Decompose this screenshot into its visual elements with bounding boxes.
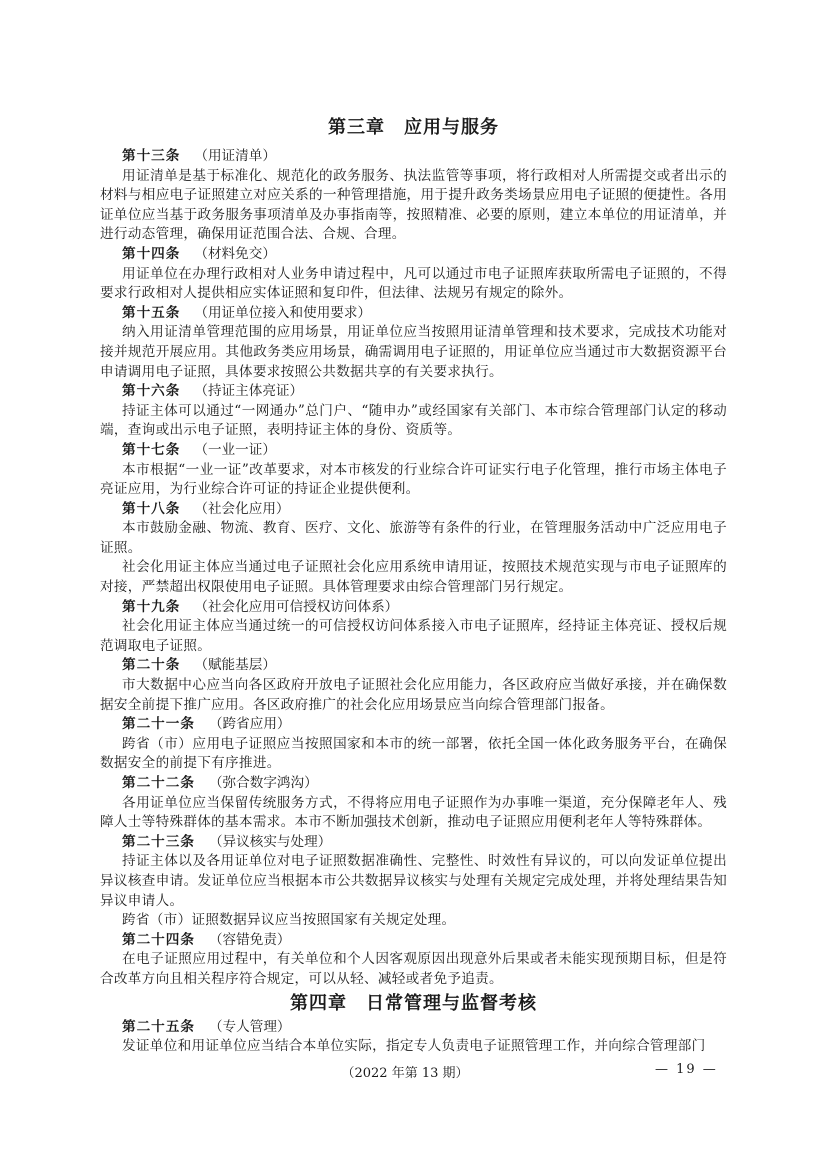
article (100, 147, 727, 245)
article-heading (100, 147, 727, 167)
article-number: 第二十五条 (122, 1018, 195, 1035)
document-body (100, 114, 727, 1057)
article (100, 931, 727, 990)
article-number: 第十五条 (122, 304, 181, 321)
article-paragraph: 跨省（市）证照数据异议应当按照国家有关规定处理。 (122, 912, 456, 929)
article-title: （跨省应用） (208, 716, 291, 733)
article (100, 382, 727, 441)
article-paragraph: 市大数据中心应当向各区政府开放电子证照社会化应用能力，各区政府应当做好承接，并在确保数据安全前提下推广应用。各区政府推广的社会化应用场景应当向综合管理部门报备。 (100, 677, 727, 713)
article-paragraph: 社会化用证主体应当通过电子证照社会化应用系统申请用证，按照技术规范实现与市电子证照库的对接，严禁超出权限使用电子证照。具体管理要求由综合管理部门另行规定。 (100, 559, 727, 596)
article-heading (100, 500, 727, 520)
article-paragraph: 本市鼓励金融、物流、教育、医疗、文化、旅游等有条件的行业，在管理服务活动中广泛应用电子证照。 (100, 520, 727, 556)
footer-issue: （2022 年第 13 期） (341, 1066, 469, 1081)
article-paragraph: 发证单位和用证单位应当结合本单位实际，指定专人负责电子证照管理工作，并向综合管理部门 (122, 1038, 706, 1055)
article (100, 715, 727, 774)
article (100, 774, 727, 833)
article (100, 598, 727, 657)
article-paragraph: 纳入用证清单管理范围的应用场景，用证单位应当按照用证清单管理和技术要求，完成技术功能对接并规范开展应用。其他政务类应用场景，确需调用电子证照的，用证单位应当通过市大数据资源平台申请调用电子证照，具体要求按照公共数据共享的有关要求执行。 (100, 324, 727, 380)
article-number: 第二十三条 (122, 833, 195, 850)
article-number: 第二十一条 (122, 716, 195, 733)
article-paragraph: 社会化用证主体应当通过统一的可信授权访问体系接入市电子证照库，经持证主体亮证、授权后规范调取电子证照。 (100, 618, 727, 654)
article-number: 第十九条 (122, 598, 181, 615)
article (100, 1018, 727, 1057)
article-title: （社会化应用可信授权访问体系） (194, 598, 399, 615)
article-paragraph: 在电子证照应用过程中，有关单位和个人因客观原因出现意外后果或者未能实现预期目标，但是符合改革方向且相关程序符合规定，可以从轻、减轻或者免予追责。 (100, 951, 727, 987)
article-heading (100, 304, 727, 324)
article-paragraph: 持证主体可以通过“一网通办”总门户、“随申办”或经国家有关部门、本市综合管理部门认定的移动端，查询或出示电子证照，表明持证主体的身份、资质等。 (100, 402, 727, 439)
article-heading (100, 598, 727, 618)
chapter-title: 第三章 应用与服务 (328, 117, 499, 138)
article-heading (100, 774, 727, 794)
article-heading (100, 245, 727, 265)
article (100, 245, 727, 304)
article (100, 441, 727, 500)
article-heading (100, 931, 727, 951)
article-number: 第十八条 (122, 500, 181, 517)
article-paragraph: 用证单位在办理行政相对人业务申请过程中，凡可以通过市电子证照库获取所需电子证照的，不得要求行政相对人提供相应实体证照和复印件，但法律、法规另有规定的除外。 (100, 265, 727, 302)
chapter-section (100, 114, 727, 990)
article-title: （用证清单） (194, 148, 276, 164)
article-heading (100, 833, 727, 853)
page-number: — 19 — (655, 1062, 718, 1077)
article-paragraph: 本市根据“一业一证”改革要求，对本市核发的行业综合许可证实行电子化管理，推行市场主体电子亮证应用，为行业综合许可证的持证企业提供便利。 (100, 461, 727, 498)
article-number: 第十七条 (122, 441, 181, 458)
article-heading (100, 382, 727, 402)
article-title: （赋能基层） (194, 657, 276, 674)
article-paragraph: 持证主体以及各用证单位对电子证照数据准确性、完整性、时效性有异议的，可以向发证单位提出异议核查申请。发证单位应当根据本市公共数据异议核实与处理有关规定完成处理，并将处理结果告知异议申请人。 (100, 853, 727, 909)
article (100, 656, 727, 715)
article (100, 500, 727, 598)
article-title: （材料免交） (194, 245, 276, 262)
article-title: （专人管理） (208, 1018, 291, 1035)
article-title: （一业一证） (194, 441, 276, 458)
article-number: 第二十四条 (122, 931, 195, 948)
article-number: 第十三条 (122, 148, 181, 164)
article (100, 833, 727, 931)
article-title: （社会化应用） (194, 500, 290, 517)
article-heading (100, 441, 727, 461)
article-heading (100, 656, 727, 676)
article (100, 304, 727, 382)
article-title: （异议核实与处理） (208, 833, 332, 850)
article-title: （用证单位接入和使用要求） (194, 304, 372, 321)
article-number: 第十四条 (122, 245, 181, 262)
article-title: （持证主体亮证） (194, 383, 304, 400)
article-paragraph: 用证清单是基于标准化、规范化的政务服务、执法监管等事项，将行政相对人所需提交或者出示的材料与相应电子证照建立对应关系的一种管理措施，用于提升政务类场景应用电子证照的便捷性。各用证单位应当基于政务服务事项清单及办事指南等，按照精准、必要的原则，建立本单位的用证清单，并进行动态管理，确保用证范围合法、合规、合理。 (100, 167, 727, 243)
article-title: （容错免责） (208, 931, 291, 948)
article-number: 第二十条 (122, 657, 181, 674)
article-heading (100, 1018, 727, 1038)
chapter-section (100, 990, 727, 1057)
article-number: 第十六条 (122, 383, 181, 400)
article-paragraph: 跨省（市）应用电子证照应当按照国家和本市的统一部署，依托全国一体化政务服务平台，在确保数据安全的前提下有序推进。 (100, 735, 727, 772)
article-heading (100, 715, 727, 735)
article-paragraph: 各用证单位应当保留传统服务方式，不得将应用电子证照作为办事唯一渠道，充分保障老年人、残障人士等特殊群体的基本需求。本市不断加强技术创新，推动电子证照应用便利老年人等特殊群体。 (100, 794, 727, 831)
chapter-title: 第四章 日常管理与监督考核 (290, 992, 537, 1014)
article-title: （弥合数字鸿沟） (208, 775, 318, 791)
article-number: 第二十二条 (122, 775, 195, 791)
